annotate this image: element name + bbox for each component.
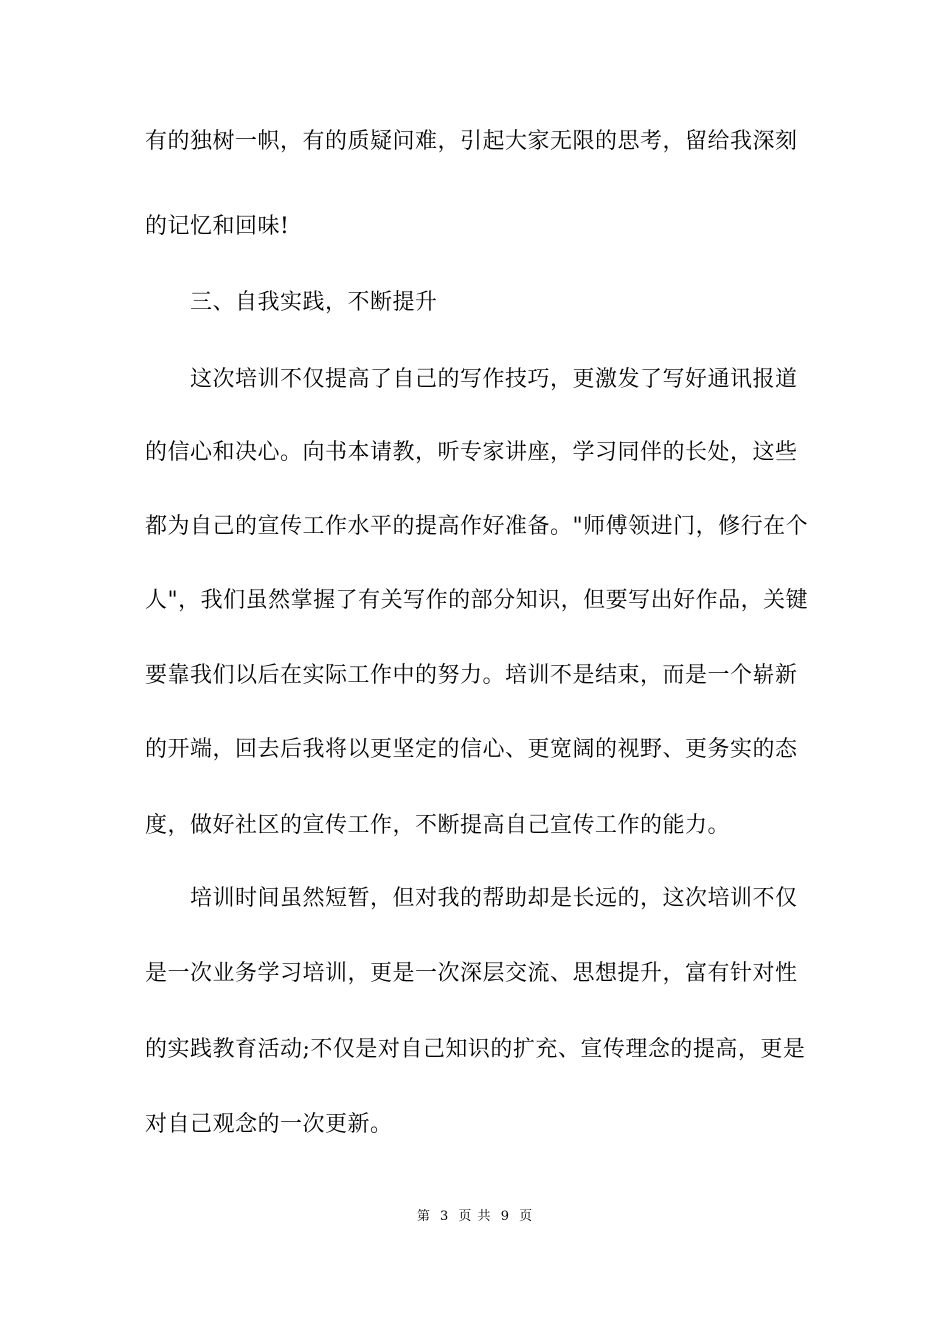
paragraph-line: 的实践教育活动;不仅是对自己知识的扩充、宣传理念的提高，更是: [145, 1037, 806, 1062]
paragraph-line: 这次培训不仅提高了自己的写作技巧，更激发了写好通讯报道: [190, 367, 798, 392]
paragraph-line: 度，做好社区的宣传工作，不断提高自己宣传工作的能力。: [145, 813, 731, 838]
total-pages-number: 9: [500, 1209, 510, 1224]
section-heading: 三、自我实践，不断提升: [190, 290, 438, 315]
page-label-prefix: 第: [416, 1209, 431, 1224]
paragraph-line: 对自己观念的一次更新。: [145, 1112, 393, 1137]
paragraph-line: 的记忆和回味!: [145, 214, 290, 239]
paragraph-line: 人"，我们虽然掌握了有关写作的部分知识，但要写出好作品，关键: [145, 588, 809, 613]
paragraph-line: 是一次业务学习培训，更是一次深层交流、思想提升，富有针对性: [145, 961, 798, 986]
paragraph-line: 要靠我们以后在实际工作中的努力。培训不是结束，而是一个崭新: [145, 663, 798, 688]
page-label-mid: 页 共: [458, 1209, 492, 1224]
paragraph-line: 培训时间虽然短暂，但对我的帮助却是长远的，这次培训不仅: [190, 886, 798, 911]
current-page-number: 3: [440, 1209, 450, 1224]
paragraph-line: 的开端，回去后我将以更坚定的信心、更宽阔的视野、更务实的态: [145, 737, 798, 762]
paragraph-line: 有的独树一帜，有的质疑问难，引起大家无限的思考，留给我深刻: [145, 129, 798, 154]
paragraph-line: 都为自己的宣传工作水平的提高作好准备。"师傅领进门，修行在个: [145, 514, 809, 539]
page-footer: [0, 1208, 950, 1226]
paragraph-line: 的信心和决心。向书本请教，听专家讲座，学习同伴的长处，这些: [145, 440, 798, 465]
page-label-suffix: 页: [519, 1209, 534, 1224]
